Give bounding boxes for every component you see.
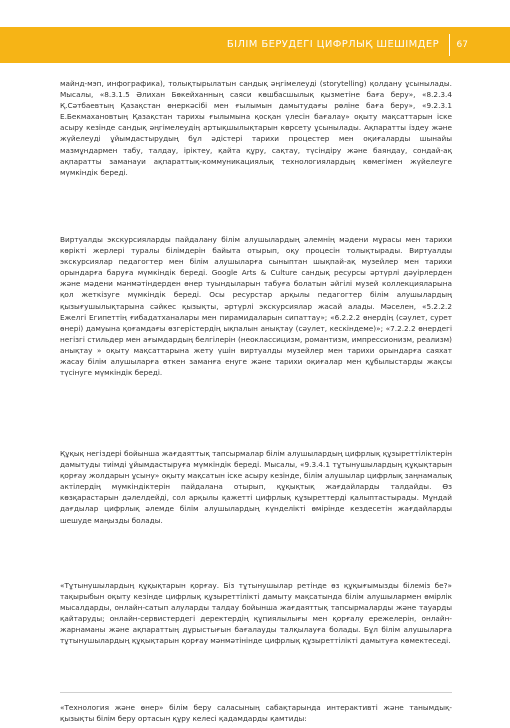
paragraph-consumer-rights: «Тұтынушылардың құқықтарын қорғау. Біз тұтынушылар ретінде өз құқығымызды білеміз бе?» тақырыбын оқыту кезінде цифрлық құзыреттілікті дамыту мақсатында білім алушылармен өмірлік мысалдарды, онлайн-сатып алуларды талдау бойынша жағдаяттық тапсырмаларды және тауарды қайтаруды; онлайн-сервистердегі деректердің құпиялылығы мен қорғалу ережелерін, онлайн-жарнаманы және ақпараттың дұрыстығын бағалауды талқылауға болады. Бұл білім алушыларға тұтынушылардың құқықтарын қорғау мәнмәтінінде цифрлық құзыреттілікті дамытуға көмектеседі. bbox=[60, 581, 452, 646]
paragraph-law-cases: Құқық негіздері бойынша жағдаяттық тапсырмалар білім алушылардың цифрлық құзыреттіліктерін дамытуды тиімді ұйымдастыруға мүмкіндік береді. Мысалы, «9.3.4.1 тұтынушылардың құқықтарын қорғау жолдарын ұсыну» оқыту мақсатын іске асыру кезінде, білім алушылар цифрлық заңнамалық актілердің мүмкіндіктерін пайдалана отырып, құқықтық жағдайларды талдайды. Өз көзқарастарын дәлелдейді, сол арқылы қажетті цифрлық құзыреттерді қалыптастырады. Мұндай дағдылар цифрлық әлемде білім алушылардың күнделікті өмірінде кездесетін жағдайларды шешуде маңызды болады. bbox=[60, 449, 452, 525]
paragraph-storytelling: майнд-мэп, инфографика), толықтырылатын сандық әңгімелеуді (storytelling) қолдану ұсынылады. Мысалы, «8.3.1.5 Әлихан Бөкейханның саяси көшбасшылық қызметіне баға беру», «8.2.3.4 Қ.Сәтбаевтың Қазақстан өнеркәсібі мен ғылымын дамытудағы рөліне баға беру», «9.2.3.1 Е.Бекмахановтың Қазақстан тарихы ғылымына қосқан үлесін бағалау» оқыту мақсаттарын іске асыру кезінде сандық әңгімелеудің артықшылықтарын көрсету ұсынылады. Ақпаратты іздеу және жүйелеуді ұйымдастырудың бұл әдістері тарихи процестер мен оқиғаларды шынайы мазмұндармен табу, талдау, іріктеу, қайта құру, сақтау, түсіндіру және баяндау, сондай-ақ ақпаратты заманауи ақпараттық-коммуникациялық технологиялардың көмегімен жүйелеуге мүмкіндік береді. bbox=[60, 79, 452, 177]
running-title: БІЛІМ БЕРУДЕГІ ЦИФРЛЫҚ ШЕШІМДЕР bbox=[226, 39, 439, 50]
paragraph-virtual-excursions: Виртуалды экскурсияларды пайдалану білім алушылардың әлемнің мәдени мұрасы мен тарихи көрікті жерлері туралы білімдерін байыта отырып, оқу процесін толықтырады. Виртуалды экскурсиялар педагогтер мен білім алушыларға сыныптан шықпай-ақ музейлер мен тарихи орындарға баруға мүмкіндік береді. Google Arts & Culture сандық ресурсы әртүрлі дәуірлерден және мәдени мәнмәтіндерден өнер туындыларын табуға болатын әйгілі музей коллекцияларына қол жеткізуге мүмкіндік береді. Осы ресурстар арқылы педагогтер білім алушылардың қызығушылықтарына сәйкес қызықты, әртүрлі экскурсиялар жасай алады. Мәселен, «5.2.2.2 Ежелгі Египеттің ғибадатханалары мен пирамидаларын сипаттау»; «6.2.2.2 өнердің (сәулет, сурет өнері) дамуына қоғамдағы өзгерістердің ықпалын анықтау (сәулет, кескіндеме)»; «7.2.2.2 өнердегі негізгі стильдер мен ағымдардың белгілерін (неоклассицизм, романтизм, импрессионизм, реализм) анықтау » оқыту мақсаттарына жету үшін виртуалды музейлер мен тарихи орындарға саяхат жасау білім алушыларға өткен заманға енуге және тарихи оқиғалар мен құбылыстарды жақсы түсінуге мүмкіндік береді. bbox=[60, 235, 452, 378]
body-text bbox=[60, 78, 452, 728]
page-header bbox=[0, 0, 510, 76]
footer-divider bbox=[60, 692, 452, 693]
header-separator bbox=[449, 34, 450, 56]
page-number: 67 bbox=[456, 40, 468, 50]
paragraph-technology-art: «Технология және өнер» білім беру саласының сабақтарында интерактивті және танымдық-қызықты білім беру ортасын құру келесі қадамдарды қамтиды: bbox=[60, 703, 452, 724]
